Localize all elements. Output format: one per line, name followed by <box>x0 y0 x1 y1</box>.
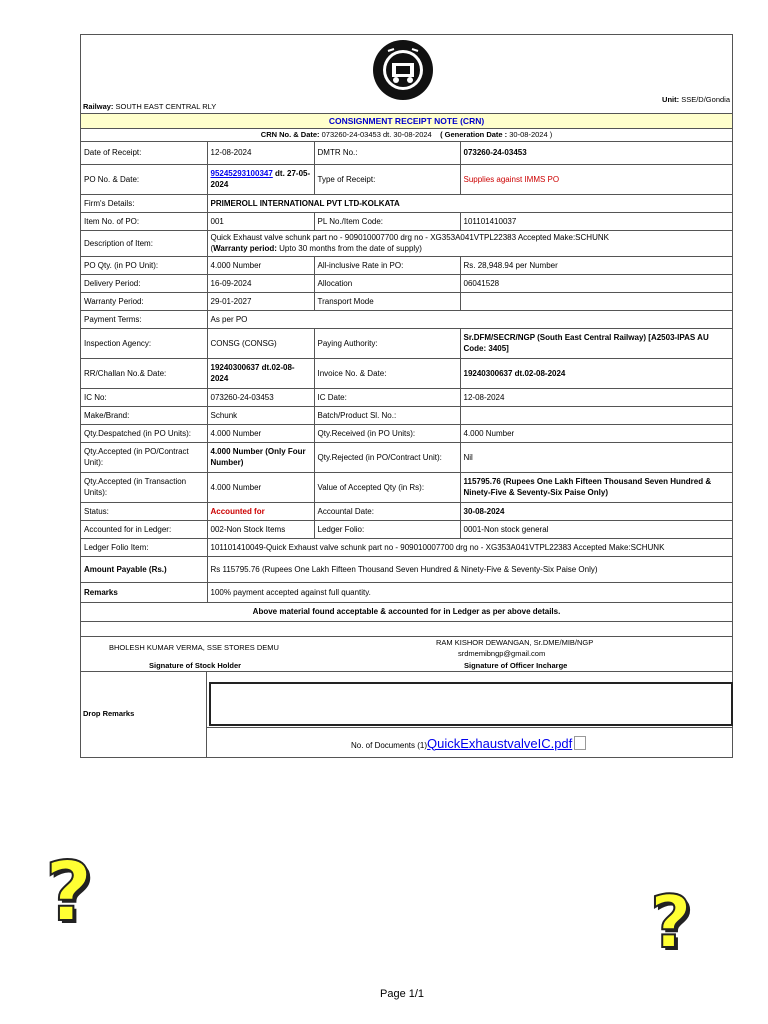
crn-number-line: CRN No. & Date: 073260-24-03453 dt. 30-08-2024 ( Generation Date : 30-08-2024 ) <box>81 129 732 142</box>
documents-line <box>351 736 586 751</box>
item-no-label: Item No. of PO: <box>81 212 207 230</box>
delivery-label: Delivery Period: <box>81 274 207 292</box>
stock-holder-name: BHOLESH KUMAR VERMA, SSE STORES DEMU <box>109 642 279 652</box>
po-number-link[interactable]: 95245293100347 <box>210 169 273 178</box>
value-value: 115795.76 (Rupees One Lakh Fifteen Thousand Seven Hundred & Ninety-Five & Seventy-Six Paise Only) <box>460 472 732 502</box>
ic-date-label: IC Date: <box>314 388 460 406</box>
unit-field: Unit: SSE/D/Gondia <box>662 95 730 104</box>
po-label: PO No. & Date: <box>81 164 207 194</box>
description-label: Description of Item: <box>81 230 207 256</box>
pl-label: PL No./Item Code: <box>314 212 460 230</box>
amount-label: Amount Payable (Rs.) <box>81 556 207 582</box>
po-qty-label: PO Qty. (in PO Unit): <box>81 256 207 274</box>
crn-details-table <box>81 142 732 603</box>
rate-value: Rs. 28,948.94 per Number <box>460 256 732 274</box>
table-row <box>81 256 732 274</box>
inspection-value: CONSG (CONSG) <box>207 328 314 358</box>
drop-remarks-label: Drop Remarks <box>83 708 135 718</box>
table-row <box>81 164 732 194</box>
qty-accepted-po-value: 4.000 Number (Only Four Number) <box>207 442 314 472</box>
table-row <box>81 538 732 556</box>
paying-value: Sr.DFM/SECR/NGP (South East Central Railway) [A2503-IPAS AU Code: 3405] <box>460 328 732 358</box>
dmtr-value: 073260-24-03453 <box>460 142 732 164</box>
batch-label: Batch/Product Sl. No.: <box>314 406 460 424</box>
table-row <box>81 582 732 602</box>
rate-label: All-inclusive Rate in PO: <box>314 256 460 274</box>
table-row <box>81 520 732 538</box>
table-row <box>81 556 732 582</box>
folio-item-label: Ledger Folio Item: <box>81 538 207 556</box>
warranty-period-value: 29-01-2027 <box>207 292 314 310</box>
ic-label: IC No: <box>81 388 207 406</box>
document-header <box>81 35 732 99</box>
inspection-label: Inspection Agency: <box>81 328 207 358</box>
rr-label: RR/Challan No.& Date: <box>81 358 207 388</box>
table-row <box>81 424 732 442</box>
officer-signature-label: Signature of Officer Incharge <box>464 660 568 670</box>
railway-unit-row <box>81 95 732 114</box>
item-no-value: 001 <box>207 212 314 230</box>
rr-value: 19240300637 dt.02-08-2024 <box>207 358 314 388</box>
attachment-checkbox-icon[interactable] <box>574 736 586 750</box>
po-qty-value: 4.000 Number <box>207 256 314 274</box>
divider <box>206 727 732 728</box>
value-label: Value of Accepted Qty (in Rs): <box>314 472 460 502</box>
dmtr-label: DMTR No.: <box>314 142 460 164</box>
ledger-label: Accounted for in Ledger: <box>81 520 207 538</box>
paying-label: Paying Authority: <box>314 328 460 358</box>
qty-rejected-label: Qty.Rejected (in PO/Contract Unit): <box>314 442 460 472</box>
table-row <box>81 292 732 310</box>
drop-remarks-section <box>81 672 732 757</box>
table-row <box>81 472 732 502</box>
ic-value: 073260-24-03453 <box>207 388 314 406</box>
table-row <box>81 502 732 520</box>
pdf-attachment-link[interactable]: QuickExhaustvalveIC.pdf <box>427 735 573 751</box>
firm-label: Firm's Details: <box>81 194 207 212</box>
acceptance-note: Above material found acceptable & accounted for in Ledger as per above details. <box>81 603 732 622</box>
blank-row <box>81 622 732 637</box>
folio-item-value: 101101410049-Quick Exhaust valve schunk part no - 909010007700 drg no - XG353A041VTPL22383 Accepted Make:SCHUNK <box>207 538 732 556</box>
status-label: Status: <box>81 502 207 520</box>
indian-railways-logo <box>372 39 434 101</box>
question-mark-icon: ? <box>45 845 93 940</box>
ledger-value: 002-Non Stock Items <box>207 520 314 538</box>
table-row <box>81 388 732 406</box>
page-number: Page 1/1 <box>380 988 425 1000</box>
table-row <box>81 230 732 256</box>
documents-count: No. of Documents (1) <box>351 740 428 750</box>
amount-value: Rs 115795.76 (Rupees One Lakh Fifteen Thousand Seven Hundred & Ninety-Five & Seventy-Six Paise Only) <box>207 556 732 582</box>
invoice-label: Invoice No. & Date: <box>314 358 460 388</box>
receipt-type-label: Type of Receipt: <box>314 164 460 194</box>
qty-accepted-po-label: Qty.Accepted (in PO/Contract Unit): <box>81 442 207 472</box>
table-row <box>81 328 732 358</box>
allocation-value: 06041528 <box>460 274 732 292</box>
qty-despatched-label: Qty.Despatched (in PO Units): <box>81 424 207 442</box>
table-row <box>81 274 732 292</box>
transport-label: Transport Mode <box>314 292 460 310</box>
divider <box>206 672 207 757</box>
payment-value: As per PO <box>207 310 732 328</box>
ic-date-value: 12-08-2024 <box>460 388 732 406</box>
remarks-value: 100% payment accepted against full quantity. <box>207 582 732 602</box>
po-value: 95245293100347 dt. 27-05-2024 <box>207 164 314 194</box>
table-row <box>81 358 732 388</box>
date-of-receipt-value: 12-08-2024 <box>207 142 314 164</box>
transport-value <box>460 292 732 310</box>
folio-label: Ledger Folio: <box>314 520 460 538</box>
table-row <box>81 194 732 212</box>
make-value: Schunk <box>207 406 314 424</box>
receipt-type-value: Supplies against IMMS PO <box>460 164 732 194</box>
description-value: Quick Exhaust valve schunk part no - 909010007700 drg no - XG353A041VTPL22383 Accepted Make:SCHUNK (Warranty period: Upto 30 months from the date of supply) <box>207 230 732 256</box>
table-row <box>81 212 732 230</box>
qty-received-label: Qty.Received (in PO Units): <box>314 424 460 442</box>
status-value: Accounted for <box>207 502 314 520</box>
allocation-label: Allocation <box>314 274 460 292</box>
make-label: Make/Brand: <box>81 406 207 424</box>
warranty-period-label: Warranty Period: <box>81 292 207 310</box>
qty-received-value: 4.000 Number <box>460 424 732 442</box>
accountal-date-value: 30-08-2024 <box>460 502 732 520</box>
date-of-receipt-label: Date of Receipt: <box>81 142 207 164</box>
question-mark-icon: ? <box>650 880 692 964</box>
railway-field: Railway: SOUTH EAST CENTRAL RLY <box>83 102 217 111</box>
firm-value: PRIMEROLL INTERNATIONAL PVT LTD-KOLKATA <box>207 194 732 212</box>
accountal-date-label: Accountal Date: <box>314 502 460 520</box>
qty-despatched-value: 4.000 Number <box>207 424 314 442</box>
batch-value <box>460 406 732 424</box>
payment-label: Payment Terms: <box>81 310 207 328</box>
qty-accepted-tx-label: Qty.Accepted (in Transaction Units): <box>81 472 207 502</box>
table-row <box>81 442 732 472</box>
table-row <box>81 142 732 164</box>
delivery-value: 16-09-2024 <box>207 274 314 292</box>
stock-holder-signature-label: Signature of Stock Holder <box>149 660 242 670</box>
folio-value: 0001-Non stock general <box>460 520 732 538</box>
pl-value: 101101410037 <box>460 212 732 230</box>
officer-name: RAM KISHOR DEWANGAN, Sr.DME/MIB/NGP <box>436 637 594 647</box>
table-row <box>81 406 732 424</box>
qty-rejected-value: Nil <box>460 442 732 472</box>
remarks-label: Remarks <box>81 582 207 602</box>
signature-block <box>81 637 732 672</box>
drop-remarks-box[interactable] <box>209 682 733 726</box>
table-row <box>81 310 732 328</box>
crn-document <box>80 34 733 758</box>
crn-title: CONSIGNMENT RECEIPT NOTE (CRN) <box>81 114 732 129</box>
qty-accepted-tx-value: 4.000 Number <box>207 472 314 502</box>
officer-email: srdmemibngp@gmail.com <box>458 648 546 658</box>
invoice-value: 19240300637 dt.02-08-2024 <box>460 358 732 388</box>
